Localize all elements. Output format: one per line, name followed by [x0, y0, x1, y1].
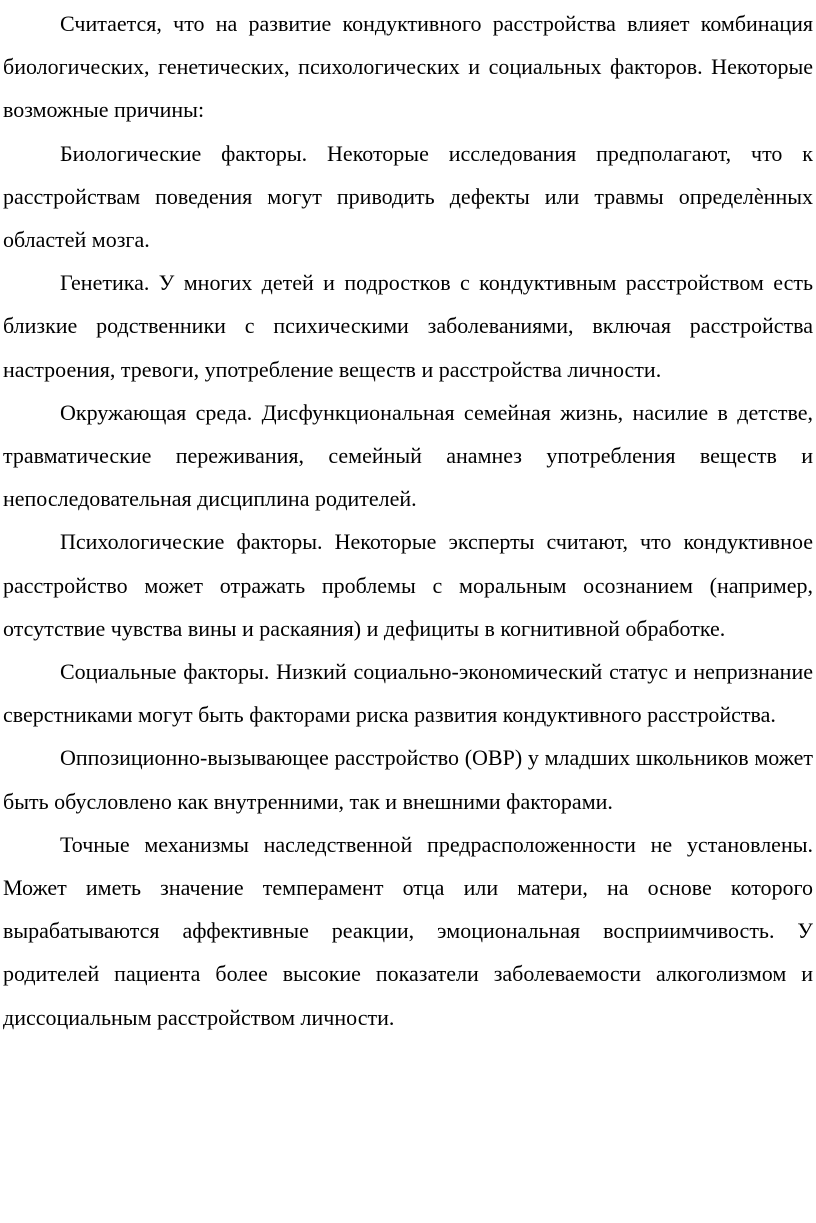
paragraph-biological-factors: Биологические факторы. Некоторые исследования предполагают, что к расстройствам поведения могут приводить дефекты или травмы определѐнных областей мозга. [3, 140, 813, 253]
paragraph-heredity: Точные механизмы наследственной предрасположенности не установлены. Может иметь значение темперамент отца или матери, на основе которого вырабатываются аффективные реакции, эмоциональная восприимчивость. У родителей пациента более высокие показатели заболеваемости алкоголизмом и диссоциальным расстройством личности. [3, 831, 813, 1030]
paragraph-psychological-factors: Психологические факторы. Некоторые эксперты считают, что кондуктивное расстройство может отражать проблемы с моральным осознанием (например, отсутствие чувства вины и раскаяния) и дефициты в когнитивной обработке. [3, 529, 813, 641]
paragraph-social-factors: Социальные факторы. Низкий социально-экономический статус и непризнание сверстниками могут быть факторами риска развития кондуктивного расстройства. [3, 659, 813, 728]
paragraph-causes-intro: Считается, что на развитие кондуктивного расстройства влияет комбинация биологических, генетических, психологических и социальных факторов. Некоторые возможные причины: [3, 11, 813, 123]
paragraph-genetics: Генетика. У многих детей и подростков с кондуктивным расстройством есть близкие родственники с психическими заболеваниями, включая расстройства настроения, тревоги, употребление веществ и расстройства личности. [3, 270, 813, 382]
paragraph-environment: Окружающая среда. Дисфункциональная семейная жизнь, насилие в детстве, травматические переживания, семейный анамнез употребления веществ и непоследовательная дисциплина родителей. [3, 399, 813, 512]
paragraph-odd: Оппозиционно-вызывающее расстройство (ОВР) у младших школьников может быть обусловлено как внутренними, так и внешними факторами. [3, 745, 813, 814]
